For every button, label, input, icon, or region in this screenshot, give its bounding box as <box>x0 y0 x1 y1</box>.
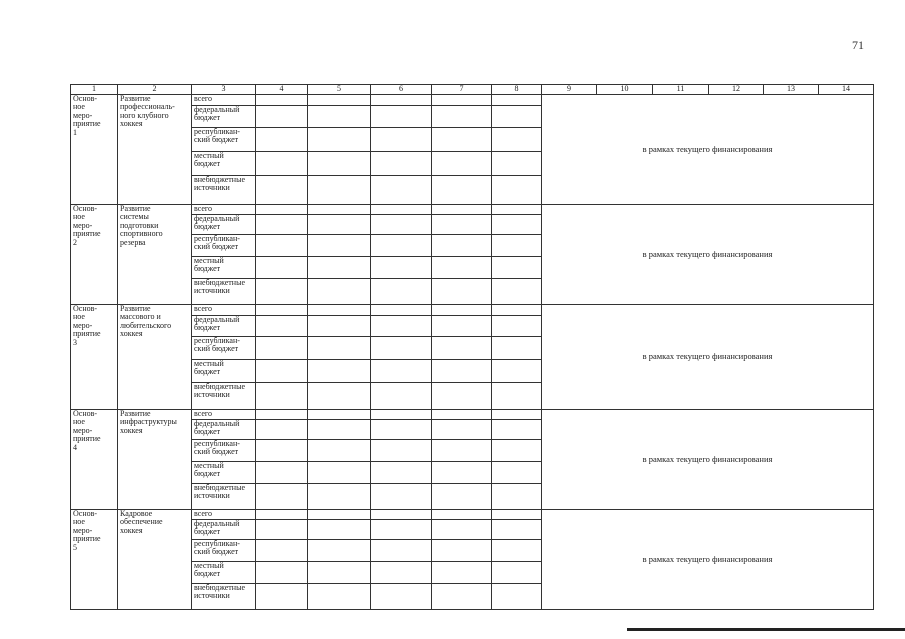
empty-value-cell <box>492 382 542 409</box>
empty-value-cell <box>371 382 432 409</box>
empty-value-cell <box>308 509 371 519</box>
funding-source-cell: местный бюджет <box>192 461 256 483</box>
funding-source-cell: федеральный бюджет <box>192 214 256 234</box>
empty-value-cell <box>432 151 492 175</box>
budget-table <box>70 84 874 610</box>
empty-value-cell <box>492 439 542 461</box>
empty-value-cell <box>308 359 371 382</box>
empty-value-cell <box>371 234 432 256</box>
empty-value-cell <box>308 151 371 175</box>
empty-value-cell <box>492 315 542 336</box>
funding-source-cell: всего <box>192 204 256 214</box>
empty-value-cell <box>492 234 542 256</box>
table-row <box>71 204 874 214</box>
empty-value-cell <box>432 304 492 315</box>
empty-value-cell <box>256 561 308 583</box>
empty-value-cell <box>432 336 492 359</box>
column-header: 10 <box>597 85 653 95</box>
empty-value-cell <box>256 278 308 304</box>
empty-value-cell <box>256 304 308 315</box>
empty-value-cell <box>256 359 308 382</box>
empty-value-cell <box>256 105 308 127</box>
empty-value-cell <box>371 539 432 561</box>
empty-value-cell <box>432 105 492 127</box>
empty-value-cell <box>256 94 308 105</box>
funding-source-cell: внебюджетные источники <box>192 382 256 409</box>
event-number-cell: Основ- ное меро- приятие 1 <box>71 94 118 204</box>
empty-value-cell <box>371 256 432 278</box>
empty-value-cell <box>371 278 432 304</box>
page-number: 71 <box>852 38 864 52</box>
empty-value-cell <box>432 315 492 336</box>
empty-value-cell <box>256 234 308 256</box>
event-title-cell: Развитие системы подготовки спортивного резерва <box>118 204 192 304</box>
table-row <box>71 94 874 105</box>
event-number-cell: Основ- ное меро- приятие 2 <box>71 204 118 304</box>
event-number-cell: Основ- ное меро- приятие 3 <box>71 304 118 409</box>
empty-value-cell <box>308 127 371 151</box>
empty-value-cell <box>308 483 371 509</box>
empty-value-cell <box>308 304 371 315</box>
empty-value-cell <box>371 519 432 539</box>
empty-value-cell <box>256 539 308 561</box>
header-row <box>71 85 874 95</box>
funding-source-cell: республикан- ский бюджет <box>192 539 256 561</box>
empty-value-cell <box>371 315 432 336</box>
empty-value-cell <box>432 483 492 509</box>
empty-value-cell <box>256 382 308 409</box>
empty-value-cell <box>308 461 371 483</box>
empty-value-cell <box>432 561 492 583</box>
funding-source-cell: федеральный бюджет <box>192 419 256 439</box>
current-financing-note: в рамках текущего финансирования <box>542 304 874 409</box>
funding-source-cell: внебюджетные источники <box>192 175 256 204</box>
empty-value-cell <box>308 439 371 461</box>
empty-value-cell <box>256 336 308 359</box>
funding-source-cell: всего <box>192 94 256 105</box>
empty-value-cell <box>256 409 308 419</box>
funding-source-cell: республикан- ский бюджет <box>192 439 256 461</box>
empty-value-cell <box>432 214 492 234</box>
empty-value-cell <box>256 151 308 175</box>
empty-value-cell <box>492 214 542 234</box>
column-header: 8 <box>492 85 542 95</box>
column-header: 4 <box>256 85 308 95</box>
column-header: 9 <box>542 85 597 95</box>
empty-value-cell <box>371 214 432 234</box>
empty-value-cell <box>371 175 432 204</box>
empty-value-cell <box>371 151 432 175</box>
funding-source-cell: местный бюджет <box>192 359 256 382</box>
empty-value-cell <box>371 461 432 483</box>
empty-value-cell <box>492 359 542 382</box>
empty-value-cell <box>308 94 371 105</box>
empty-value-cell <box>308 204 371 214</box>
empty-value-cell <box>256 315 308 336</box>
funding-source-cell: федеральный бюджет <box>192 315 256 336</box>
empty-value-cell <box>371 105 432 127</box>
empty-value-cell <box>308 234 371 256</box>
empty-value-cell <box>371 561 432 583</box>
empty-value-cell <box>371 94 432 105</box>
funding-source-cell: республикан- ский бюджет <box>192 234 256 256</box>
empty-value-cell <box>492 583 542 609</box>
column-header: 13 <box>764 85 819 95</box>
empty-value-cell <box>371 439 432 461</box>
empty-value-cell <box>492 175 542 204</box>
funding-source-cell: внебюджетные источники <box>192 278 256 304</box>
empty-value-cell <box>432 409 492 419</box>
empty-value-cell <box>492 105 542 127</box>
empty-value-cell <box>492 509 542 519</box>
empty-value-cell <box>432 419 492 439</box>
empty-value-cell <box>492 461 542 483</box>
empty-value-cell <box>371 483 432 509</box>
empty-value-cell <box>308 336 371 359</box>
current-financing-note: в рамках текущего финансирования <box>542 409 874 509</box>
empty-value-cell <box>492 256 542 278</box>
empty-value-cell <box>308 214 371 234</box>
funding-source-cell: республикан- ский бюджет <box>192 336 256 359</box>
empty-value-cell <box>432 539 492 561</box>
funding-source-cell: всего <box>192 304 256 315</box>
empty-value-cell <box>308 278 371 304</box>
funding-source-cell: всего <box>192 409 256 419</box>
empty-value-cell <box>256 204 308 214</box>
empty-value-cell <box>256 483 308 509</box>
empty-value-cell <box>371 304 432 315</box>
empty-value-cell <box>308 583 371 609</box>
funding-source-cell: внебюджетные источники <box>192 483 256 509</box>
empty-value-cell <box>308 419 371 439</box>
empty-value-cell <box>492 204 542 214</box>
empty-value-cell <box>371 583 432 609</box>
empty-value-cell <box>432 461 492 483</box>
empty-value-cell <box>308 382 371 409</box>
empty-value-cell <box>432 127 492 151</box>
column-header: 6 <box>371 85 432 95</box>
empty-value-cell <box>492 539 542 561</box>
empty-value-cell <box>371 409 432 419</box>
current-financing-note: в рамках текущего финансирования <box>542 204 874 304</box>
empty-value-cell <box>308 105 371 127</box>
funding-source-cell: республикан- ский бюджет <box>192 127 256 151</box>
empty-value-cell <box>256 439 308 461</box>
event-number-cell: Основ- ное меро- приятие 5 <box>71 509 118 609</box>
event-title-cell: Развитие массового и любительского хоккея <box>118 304 192 409</box>
column-header: 5 <box>308 85 371 95</box>
empty-value-cell <box>492 94 542 105</box>
table-row <box>71 304 874 315</box>
empty-value-cell <box>492 336 542 359</box>
empty-value-cell <box>308 175 371 204</box>
empty-value-cell <box>432 94 492 105</box>
empty-value-cell <box>492 151 542 175</box>
empty-value-cell <box>371 509 432 519</box>
empty-value-cell <box>432 175 492 204</box>
empty-value-cell <box>256 214 308 234</box>
funding-source-cell: местный бюджет <box>192 151 256 175</box>
empty-value-cell <box>432 509 492 519</box>
empty-value-cell <box>432 278 492 304</box>
empty-value-cell <box>371 127 432 151</box>
current-financing-note: в рамках текущего финансирования <box>542 94 874 204</box>
column-header: 1 <box>71 85 118 95</box>
bottom-rule <box>627 628 905 631</box>
table-row <box>71 509 874 519</box>
empty-value-cell <box>371 204 432 214</box>
empty-value-cell <box>371 359 432 382</box>
event-title-cell: Развитие инфраструктуры хоккея <box>118 409 192 509</box>
column-header: 14 <box>819 85 874 95</box>
empty-value-cell <box>256 175 308 204</box>
empty-value-cell <box>308 409 371 419</box>
column-header: 2 <box>118 85 192 95</box>
empty-value-cell <box>256 519 308 539</box>
event-title-cell: Кадровое обеспечение хоккея <box>118 509 192 609</box>
event-title-cell: Развитие профессиональ- ного клубного хоккея <box>118 94 192 204</box>
empty-value-cell <box>256 461 308 483</box>
funding-source-cell: всего <box>192 509 256 519</box>
empty-value-cell <box>492 127 542 151</box>
empty-value-cell <box>432 204 492 214</box>
empty-value-cell <box>371 336 432 359</box>
funding-source-cell: федеральный бюджет <box>192 105 256 127</box>
funding-source-cell: внебюджетные источники <box>192 583 256 609</box>
empty-value-cell <box>492 561 542 583</box>
empty-value-cell <box>308 315 371 336</box>
funding-source-cell: местный бюджет <box>192 256 256 278</box>
table-row <box>71 409 874 419</box>
empty-value-cell <box>492 304 542 315</box>
empty-value-cell <box>432 234 492 256</box>
empty-value-cell <box>432 382 492 409</box>
empty-value-cell <box>432 256 492 278</box>
funding-source-cell: местный бюджет <box>192 561 256 583</box>
empty-value-cell <box>492 409 542 419</box>
empty-value-cell <box>492 483 542 509</box>
empty-value-cell <box>492 278 542 304</box>
empty-value-cell <box>256 583 308 609</box>
empty-value-cell <box>432 359 492 382</box>
column-header: 3 <box>192 85 256 95</box>
column-header: 11 <box>653 85 709 95</box>
column-header: 7 <box>432 85 492 95</box>
empty-value-cell <box>256 127 308 151</box>
funding-source-cell: федеральный бюджет <box>192 519 256 539</box>
empty-value-cell <box>432 583 492 609</box>
current-financing-note: в рамках текущего финансирования <box>542 509 874 609</box>
empty-value-cell <box>308 561 371 583</box>
empty-value-cell <box>308 539 371 561</box>
column-header: 12 <box>709 85 764 95</box>
empty-value-cell <box>256 509 308 519</box>
empty-value-cell <box>432 519 492 539</box>
event-number-cell: Основ- ное меро- приятие 4 <box>71 409 118 509</box>
empty-value-cell <box>432 439 492 461</box>
empty-value-cell <box>492 419 542 439</box>
empty-value-cell <box>308 256 371 278</box>
empty-value-cell <box>256 419 308 439</box>
empty-value-cell <box>308 519 371 539</box>
empty-value-cell <box>371 419 432 439</box>
empty-value-cell <box>256 256 308 278</box>
empty-value-cell <box>492 519 542 539</box>
